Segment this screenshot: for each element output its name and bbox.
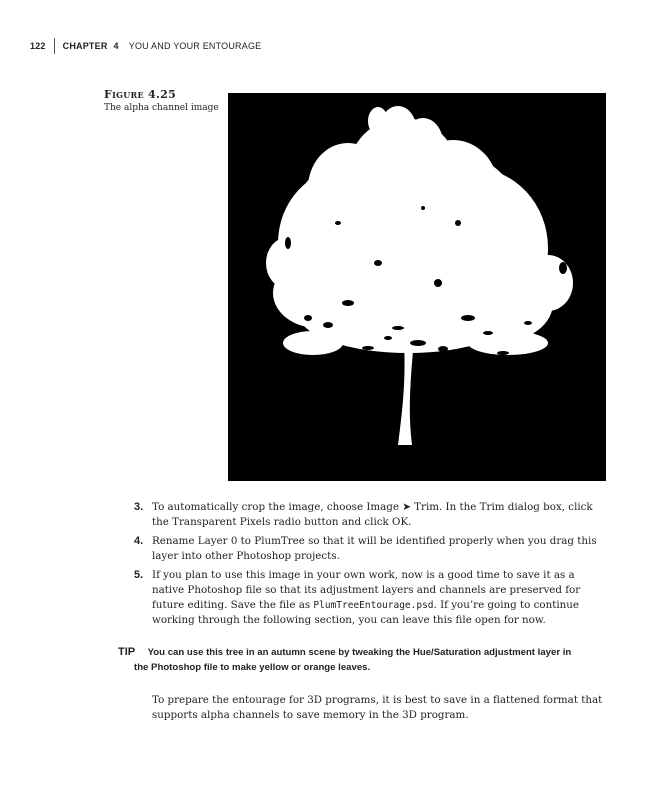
running-header (30, 38, 261, 54)
tree-silhouette-image (228, 93, 606, 481)
step-number: 4. (134, 535, 144, 547)
closing-paragraph: To prepare the entourage for 3D programs, it is best to save in a flattened format that supports alpha channels to save memory in the 3D program. (152, 694, 603, 722)
figure-caption (104, 88, 224, 113)
tip-label: TIP (118, 646, 136, 658)
list-item (120, 568, 610, 628)
header-divider (54, 38, 55, 54)
step-text-after: . If you’re going to continue working through the following section, you can leave this file open for now. (152, 599, 580, 626)
chapter-label: CHAPTER (62, 41, 108, 51)
filename-code: PlumTreeEntourage.psd (313, 600, 434, 611)
step-text: Rename Layer 0 to PlumTree so that it will be identified properly when you drag this layer into other Photoshop projects. (152, 535, 597, 562)
alpha-channel-figure (228, 93, 606, 481)
tip-text-line2: the Photoshop file to make yellow or orange leaves. (134, 662, 371, 673)
list-item (120, 500, 610, 530)
chapter-number: 4 (113, 41, 119, 51)
tip-box (118, 645, 598, 675)
step-number: 5. (134, 569, 144, 581)
step-list (120, 500, 610, 632)
step-text: To automatically crop the image, choose Image ➤ Trim. In the Trim dialog box, click the Transparent Pixels radio button and click OK. (152, 501, 593, 528)
page-number: 122 (30, 41, 46, 51)
chapter-title: YOU AND YOUR ENTOURAGE (128, 41, 262, 51)
list-item (120, 534, 610, 564)
step-number: 3. (134, 501, 144, 513)
figure-title: The alpha channel image (104, 103, 219, 113)
figure-label: Figure 4.25 (104, 88, 177, 101)
tip-text-line1: You can use this tree in an autumn scene by tweaking the Hue/Saturation adjustment layer in (147, 647, 572, 658)
step-text-before: If you plan to use this image in your own work, now is a good time to save it as a native Photoshop file so that its adjustment layers and channels are preserved for future editing. Save the file as (152, 569, 581, 611)
